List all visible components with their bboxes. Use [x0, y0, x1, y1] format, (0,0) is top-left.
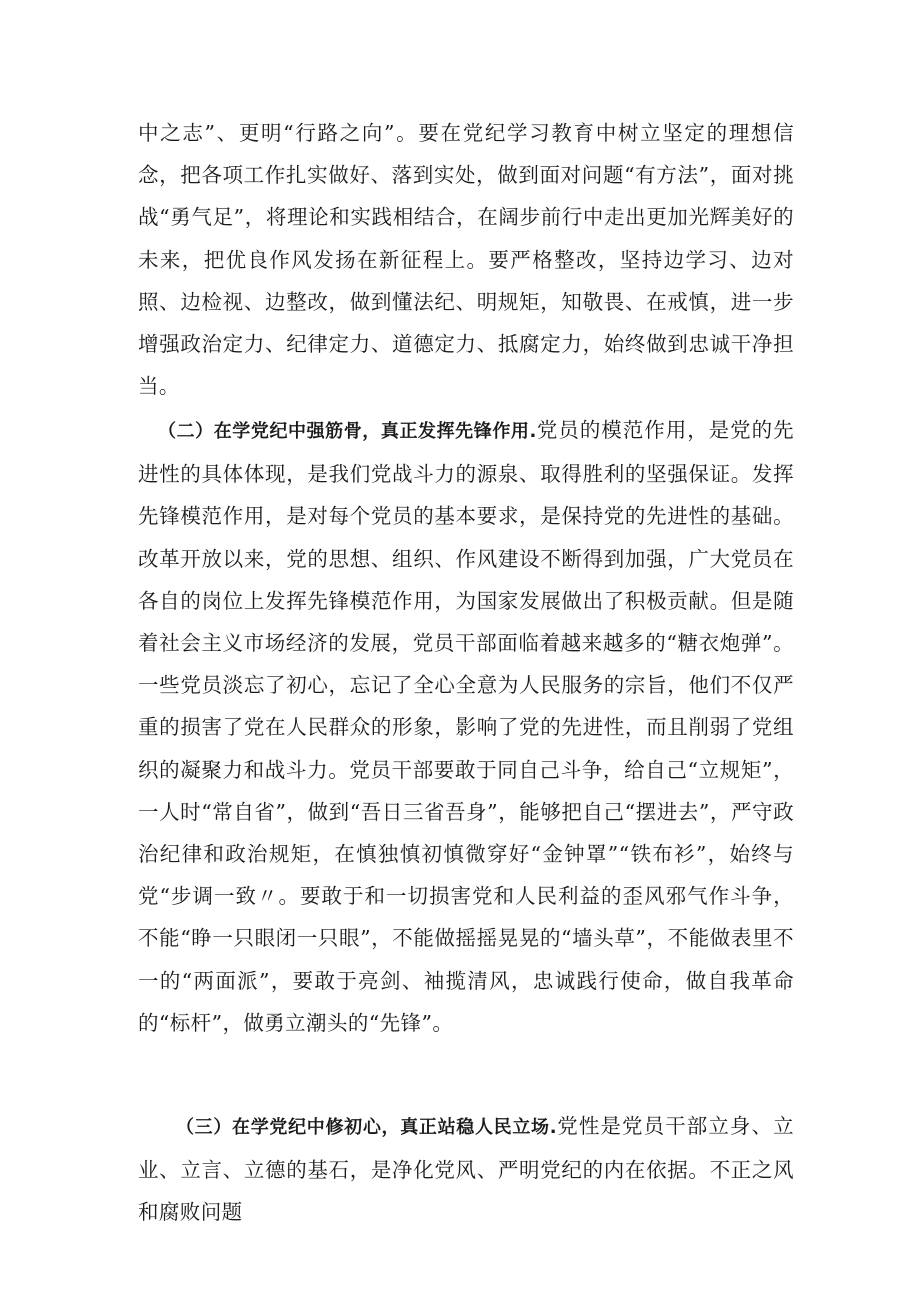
paragraph-3-text: 党性是党员干部立身、立业、立言、立德的基石，是净化党风、严明党纪的内在依据。不正之风和腐败问题	[138, 1114, 794, 1225]
paragraph-1	[138, 112, 794, 407]
paragraph-2-text: 党员的模范作用，是党的先进性的具体体现，是我们党战斗力的源泉、取得胜利的坚强保证。发挥先锋模范作用，是对每个党员的基本要求，是保持党的先进性的基础。改革开放以来，党的思想、组织、作风建设不断得到加强，广大党员在各自的岗位上发挥先锋模范作用，为国家发展做出了积极贡献。但是随着社会主义市场经济的发展，党员干部面临着越来越多的“糖衣炮弹”。一些党员淡忘了初心，忘记了全心全意为人民服务的宗旨，他们不仅严重的损害了党在人民群众的形象，影响了党的先进性，而且削弱了党组织的凝聚力和战斗力。党员干部要敢于同自己斗争，给自己“立规矩”，一人时“常自省”，做到“吾日三省吾身”，能够把自己“摆进去”，严守政治纪律和政治规矩，在慎独慎初慎微穿好“金钟罩”“铁布衫”，始终与党“步调一致〃。要敢于和一切损害党和人民利益的歪风邪气作斗争，不能“睁一只眼闭一只眼”，不能做摇摇晃晃的“墙头草”，不能做表里不一的“两面派”，要敢于亮剑、袖揽清风，忠诚践行使命，做自我革命的“标杆”，做勇立潮头的“先锋”。	[138, 418, 794, 1035]
paragraph-2	[138, 409, 794, 1044]
section-heading-3: （三）在学党纪中修初心，真正站稳人民立场.	[176, 1117, 557, 1138]
paragraph-3	[138, 1105, 794, 1234]
paragraph-1-text: 中之志”、更明“行路之向”。要在党纪学习教育中树立坚定的理想信念，把各项工作扎实做好、落到实处，做到面对问题“有方法”，面对挑战“勇气足”，将理论和实践相结合，在阔步前行中走出更加光辉美好的未来，把优良作风发扬在新征程上。要严格整改，坚持边学习、边对照、边检视、边整改，做到懂法纪、明规矩，知敬畏、在戒慎，进一步增强政治定力、纪律定力、道德定力、抵腐定力，始终做到忠诚干净担当。	[138, 121, 794, 399]
section-heading-2: （二）在学党纪中强筋骨，真正发挥先锋作用.	[158, 421, 537, 442]
